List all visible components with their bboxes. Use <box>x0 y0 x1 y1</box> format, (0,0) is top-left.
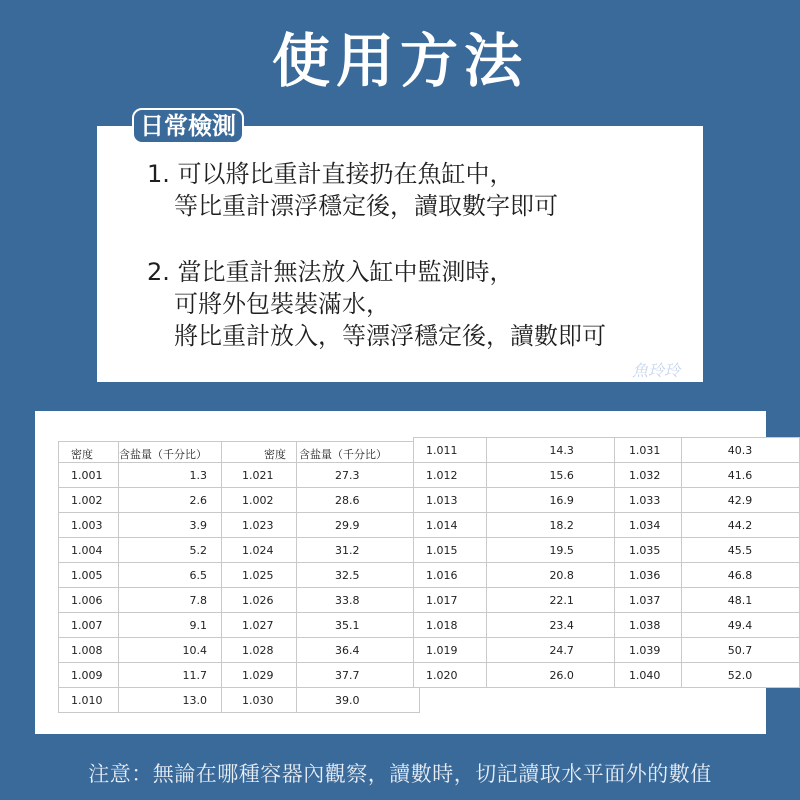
table-row <box>59 488 420 513</box>
salinity-cell: 9.1 <box>119 613 222 638</box>
salinity-cell: 14.3 <box>486 438 614 463</box>
salinity-cell: 45.5 <box>681 538 799 563</box>
salinity-cell: 26.0 <box>486 663 614 688</box>
salinity-cell: 32.5 <box>297 563 420 588</box>
density-cell: 1.017 <box>414 588 487 613</box>
salinity-cell: 27.3 <box>297 463 420 488</box>
density-cell: 1.033 <box>614 488 681 513</box>
table-row <box>414 663 800 688</box>
table-row <box>59 588 420 613</box>
instruction-1-line-1: 1. 可以將比重計直接扔在魚缸中， <box>147 160 514 188</box>
salinity-cell: 37.7 <box>297 663 420 688</box>
density-cell: 1.028 <box>222 638 297 663</box>
table-row <box>414 438 800 463</box>
table-row <box>59 688 420 713</box>
salinity-cell: 23.4 <box>486 613 614 638</box>
density-cell: 1.007 <box>59 613 119 638</box>
salinity-cell: 52.0 <box>681 663 799 688</box>
note-text: 注意：無論在哪種容器內觀察，讀數時，切記讀取水平面外的數值 <box>88 762 712 786</box>
salinity-cell: 40.3 <box>681 438 799 463</box>
density-cell: 1.002 <box>59 488 119 513</box>
salinity-cell: 33.8 <box>297 588 420 613</box>
density-cell: 1.032 <box>614 463 681 488</box>
density-table-left <box>58 441 420 713</box>
table-row <box>414 538 800 563</box>
salinity-cell: 1.3 <box>119 463 222 488</box>
table-row <box>59 538 420 563</box>
instruction-2-line-2: 可將外包裝裝滿水， <box>174 290 390 318</box>
density-cell: 1.036 <box>614 563 681 588</box>
density-cell: 1.037 <box>614 588 681 613</box>
instruction-1-number: 1. <box>147 160 170 188</box>
salinity-cell: 42.9 <box>681 488 799 513</box>
salinity-cell: 2.6 <box>119 488 222 513</box>
density-cell: 1.023 <box>222 513 297 538</box>
density-cell: 1.013 <box>414 488 487 513</box>
table-row <box>414 463 800 488</box>
density-cell: 1.015 <box>414 538 487 563</box>
salinity-cell: 24.7 <box>486 638 614 663</box>
density-cell: 1.008 <box>59 638 119 663</box>
table-row <box>59 463 420 488</box>
salinity-cell: 7.8 <box>119 588 222 613</box>
density-cell: 1.001 <box>59 463 119 488</box>
header-density: 密度 <box>59 442 119 463</box>
table-row <box>414 613 800 638</box>
density-cell: 1.030 <box>222 688 297 713</box>
header-salinity: 含盐量（千分比） <box>119 442 222 463</box>
density-cell: 1.014 <box>414 513 487 538</box>
salinity-cell: 35.1 <box>297 613 420 638</box>
section-badge: 日常檢測 <box>132 108 244 144</box>
instruction-2 <box>147 256 606 352</box>
instruction-2-number: 2. <box>147 258 170 286</box>
watermark: 魚玲玲 <box>632 361 681 380</box>
density-cell: 1.034 <box>614 513 681 538</box>
density-cell: 1.025 <box>222 563 297 588</box>
salinity-cell: 29.9 <box>297 513 420 538</box>
salinity-cell: 22.1 <box>486 588 614 613</box>
salinity-cell: 3.9 <box>119 513 222 538</box>
density-cell: 1.040 <box>614 663 681 688</box>
table-row <box>414 588 800 613</box>
table-row <box>59 613 420 638</box>
density-cell: 1.018 <box>414 613 487 638</box>
table-row <box>414 513 800 538</box>
table-header-row <box>59 442 420 463</box>
density-cell: 1.027 <box>222 613 297 638</box>
salinity-cell: 31.2 <box>297 538 420 563</box>
density-cell: 1.004 <box>59 538 119 563</box>
salinity-cell: 20.8 <box>486 563 614 588</box>
salinity-cell: 6.5 <box>119 563 222 588</box>
salinity-cell: 41.6 <box>681 463 799 488</box>
table-row <box>59 663 420 688</box>
salinity-cell: 50.7 <box>681 638 799 663</box>
table-row <box>59 563 420 588</box>
density-cell: 1.010 <box>59 688 119 713</box>
table-row <box>59 638 420 663</box>
density-cell: 1.019 <box>414 638 487 663</box>
salinity-cell: 16.9 <box>486 488 614 513</box>
instruction-2-line-1: 2. 當比重計無法放入缸中監測時， <box>147 258 514 286</box>
density-cell: 1.031 <box>614 438 681 463</box>
density-cell: 1.020 <box>414 663 487 688</box>
density-cell: 1.039 <box>614 638 681 663</box>
table-row <box>414 638 800 663</box>
salinity-cell: 46.8 <box>681 563 799 588</box>
density-cell: 1.009 <box>59 663 119 688</box>
salinity-cell: 15.6 <box>486 463 614 488</box>
density-cell: 1.011 <box>414 438 487 463</box>
table-row <box>414 488 800 513</box>
density-cell: 1.012 <box>414 463 487 488</box>
density-cell: 1.021 <box>222 463 297 488</box>
density-table-right <box>413 437 800 688</box>
header-density: 密度 <box>222 442 297 463</box>
salinity-cell: 49.4 <box>681 613 799 638</box>
density-cell: 1.003 <box>59 513 119 538</box>
salinity-cell: 48.1 <box>681 588 799 613</box>
salinity-cell: 44.2 <box>681 513 799 538</box>
table-row <box>414 563 800 588</box>
salinity-cell: 19.5 <box>486 538 614 563</box>
density-cell: 1.016 <box>414 563 487 588</box>
salinity-cell: 5.2 <box>119 538 222 563</box>
salinity-cell: 36.4 <box>297 638 420 663</box>
density-cell: 1.038 <box>614 613 681 638</box>
instruction-2-line-3: 將比重計放入，等漂浮穩定後，讀數即可 <box>174 322 606 350</box>
header-salinity: 含盐量（千分比） <box>297 442 420 463</box>
salinity-cell: 10.4 <box>119 638 222 663</box>
density-cell: 1.026 <box>222 588 297 613</box>
table-row <box>59 513 420 538</box>
salinity-cell: 11.7 <box>119 663 222 688</box>
density-cell: 1.005 <box>59 563 119 588</box>
density-cell: 1.029 <box>222 663 297 688</box>
density-cell: 1.035 <box>614 538 681 563</box>
density-cell: 1.002 <box>222 488 297 513</box>
instruction-1 <box>147 158 558 222</box>
salinity-cell: 18.2 <box>486 513 614 538</box>
salinity-cell: 28.6 <box>297 488 420 513</box>
instruction-1-line-2: 等比重計漂浮穩定後，讀取數字即可 <box>174 192 558 220</box>
salinity-cell: 39.0 <box>297 688 420 713</box>
density-cell: 1.024 <box>222 538 297 563</box>
salinity-cell: 13.0 <box>119 688 222 713</box>
density-cell: 1.006 <box>59 588 119 613</box>
page-title: 使用方法 <box>271 27 528 95</box>
